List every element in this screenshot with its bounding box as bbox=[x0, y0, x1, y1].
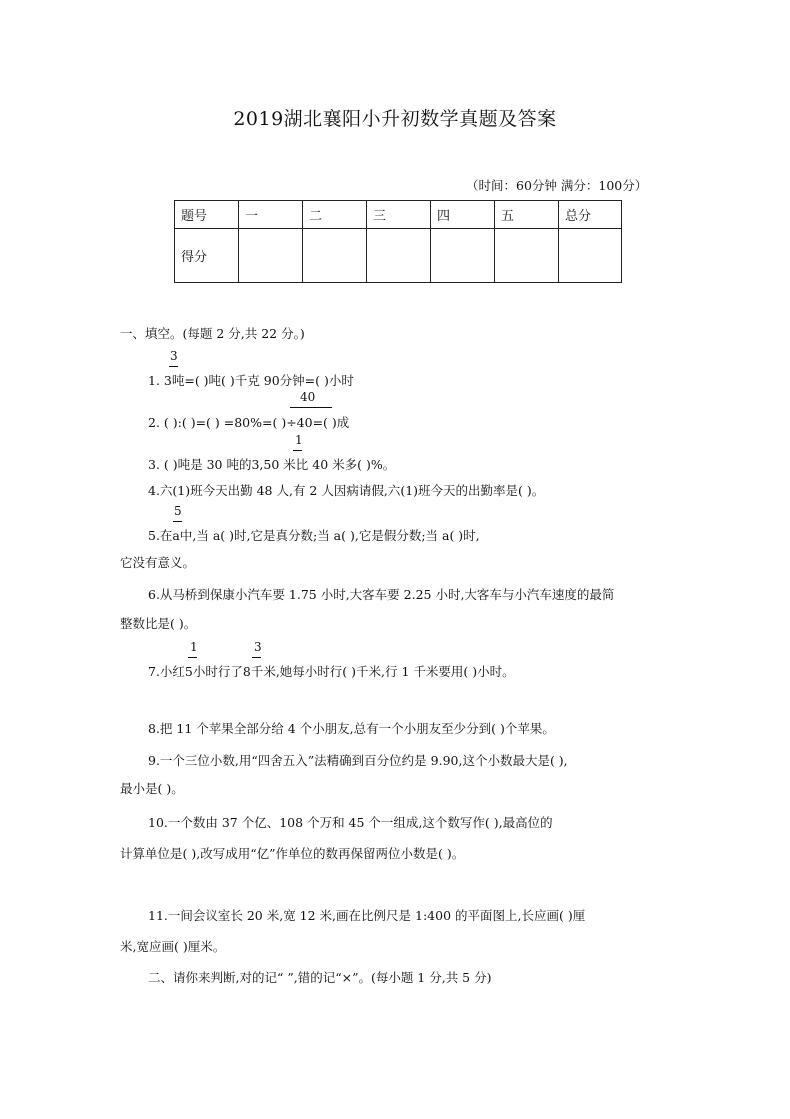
question-9-line-2: 最小是( )。 bbox=[120, 781, 184, 796]
question-3: 3. ( )吨是 30 吨的3,50 米比 40 米多( )%。 bbox=[148, 457, 396, 472]
score-header-cell: 五 bbox=[495, 201, 559, 229]
section-2-heading: 二、请你来判断,对的记“ ”,错的记“×”。(每小题 1 分,共 5 分) bbox=[148, 970, 492, 985]
question-11-line-1: 11.一间会议室长 20 米,宽 12 米,画在比例尺是 1:400 的平面图上,长应画( )厘 bbox=[148, 908, 586, 923]
score-header-cell: 题号 bbox=[175, 201, 239, 229]
q5-fraction-bar bbox=[173, 521, 182, 522]
q7-fraction-1-numerator: 1 bbox=[190, 640, 198, 654]
page-title: 2019湖北襄阳小升初数学真题及答案 bbox=[233, 108, 557, 130]
score-table-header-row bbox=[175, 201, 622, 229]
q1-fraction-numerator: 3 bbox=[170, 349, 178, 363]
q7-fraction-2-bar bbox=[252, 657, 261, 658]
question-6-line-1: 6.从马桥到保康小汽车要 1.75 小时,大客车要 2.25 小时,大客车与小汽车速度的最简 bbox=[148, 587, 615, 602]
q2-fraction-bar bbox=[290, 407, 332, 408]
score-cell[interactable] bbox=[239, 229, 303, 283]
q5-fraction-numerator: 5 bbox=[174, 504, 182, 518]
q7-fraction-2-numerator: 3 bbox=[254, 640, 262, 654]
section-1-heading: 一、填空。(每题 2 分,共 22 分。) bbox=[120, 326, 305, 341]
question-4: 4.六(1)班今天出勤 48 人,有 2 人因病请假,六(1)班今天的出勤率是( )。 bbox=[148, 483, 545, 498]
score-row-label: 得分 bbox=[175, 229, 239, 283]
score-cell[interactable] bbox=[367, 229, 431, 283]
score-table bbox=[174, 200, 622, 283]
score-header-cell: 一 bbox=[239, 201, 303, 229]
question-6-line-2: 整数比是( )。 bbox=[120, 616, 197, 631]
score-header-cell: 三 bbox=[367, 201, 431, 229]
q2-fraction-numerator: 40 bbox=[300, 390, 316, 404]
exam-meta: （时间：60分钟 满分：100分） bbox=[466, 178, 648, 193]
question-11-line-2: 米,宽应画( )厘米。 bbox=[120, 939, 226, 954]
question-5-line-1: 5.在a中,当 a( )时,它是真分数;当 a( ),它是假分数;当 a( )时, bbox=[148, 528, 480, 543]
score-cell[interactable] bbox=[495, 229, 559, 283]
score-cell[interactable] bbox=[559, 229, 622, 283]
q1-fraction-bar bbox=[169, 366, 178, 367]
question-7: 7.小红5小时行了8千米,她每小时行( )千米,行 1 千米要用( )小时。 bbox=[148, 664, 515, 679]
question-10-line-1: 10.一个数由 37 个亿、108 个万和 45 个一组成,这个数写作( ),最高位的 bbox=[148, 815, 553, 830]
score-header-cell: 总分 bbox=[559, 201, 622, 229]
question-2: 2. ( ):( )=( ) =80%=( )÷40=( )成 bbox=[148, 415, 350, 430]
q3-fraction-bar bbox=[293, 450, 302, 451]
score-header-cell: 二 bbox=[303, 201, 367, 229]
question-5-line-2: 它没有意义。 bbox=[120, 555, 196, 570]
score-header-cell: 四 bbox=[431, 201, 495, 229]
score-cell[interactable] bbox=[303, 229, 367, 283]
question-1: 1. 3吨=( )吨( )千克 90分钟=( )小时 bbox=[148, 373, 354, 388]
q7-fraction-1-bar bbox=[188, 657, 197, 658]
q3-fraction-numerator: 1 bbox=[295, 433, 303, 447]
question-8: 8.把 11 个苹果全部分给 4 个小朋友,总有一个小朋友至少分到( )个苹果。 bbox=[148, 721, 555, 736]
score-cell[interactable] bbox=[431, 229, 495, 283]
question-10-line-2: 计算单位是( ),改写成用“亿”作单位的数再保留两位小数是( )。 bbox=[120, 846, 465, 861]
score-table-row bbox=[175, 229, 622, 283]
question-9-line-1: 9.一个三位小数,用“四舍五入”法精确到百分位约是 9.90,这个小数最大是( ), bbox=[148, 753, 568, 768]
